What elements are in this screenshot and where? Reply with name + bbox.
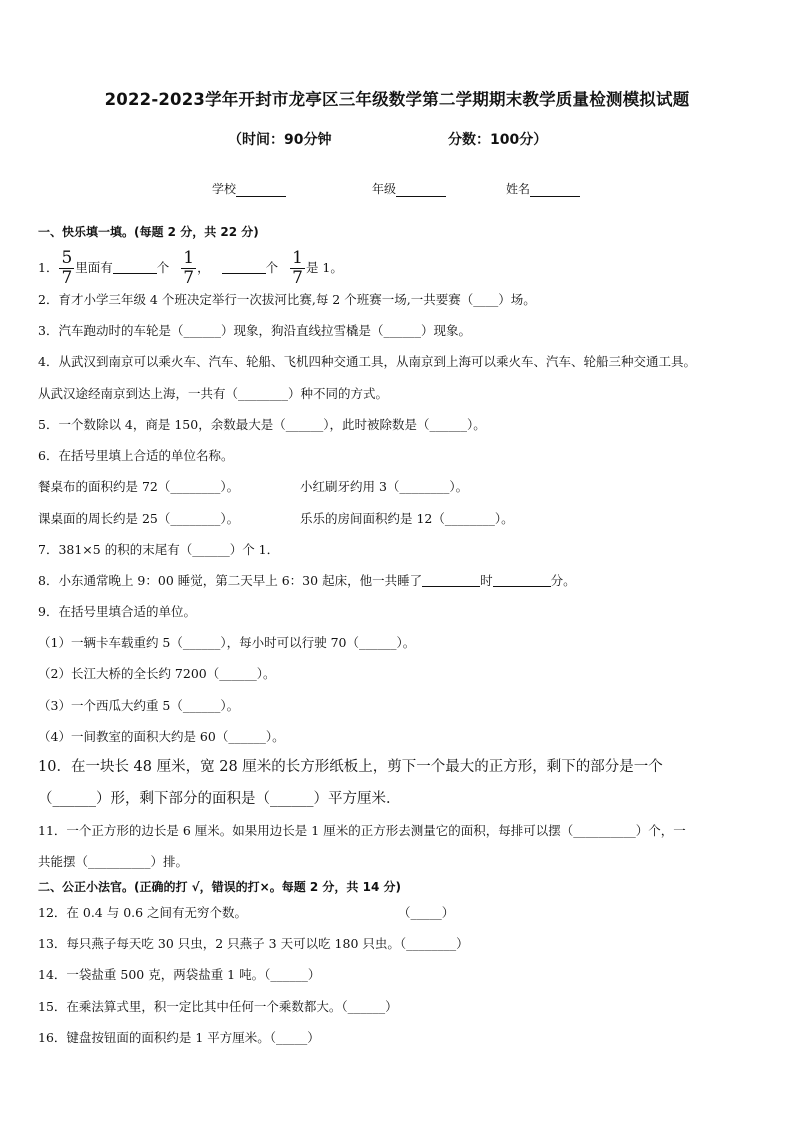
fraction-denominator: 7 — [292, 268, 303, 288]
question-6: 6．在括号里填上合适的单位名称。 — [38, 448, 234, 463]
q1-number: 1． — [38, 260, 59, 275]
question-4-line-2: 从武汉途经南京到达上海，一共有（________）种不同的方式。 — [38, 386, 389, 401]
question-10-line-1: 10．在一块长 48 厘米，宽 28 厘米的长方形纸板上，剪下一个最大的正方形，剩下的部分是一个 — [38, 759, 663, 775]
question-7: 7．381×5 的积的末尾有（______）个 1． — [38, 542, 280, 557]
name-blank[interactable] — [530, 184, 580, 197]
question-2: 2．育才小学三年级 4 个班决定举行一次拔河比赛,每 2 个班赛一场,一共要赛（____）场。 — [38, 292, 536, 307]
question-5: 5．一个数除以 4，商是 150，余数最大是（______），此时被除数是（______）。 — [38, 417, 486, 432]
section-2-heading: 二、公正小法官。(正确的打 √，错误的打×。每题 2 分，共 14 分) — [38, 880, 401, 894]
q8-text-3: 分。 — [550, 573, 576, 588]
question-9-1: （1）一辆卡车载重约 5（______），每小时可以行驶 70（______）。 — [38, 635, 416, 650]
fraction-5-7 — [59, 250, 74, 287]
score-label: 分数：100分） — [448, 132, 548, 148]
q1-text-4: 个 — [265, 260, 279, 275]
q1-blank-2[interactable] — [222, 260, 266, 274]
fraction-denominator: 7 — [61, 268, 73, 288]
question-3: 3．汽车跑动时的车轮是（______）现象，狗沿直线拉雪橇是（______）现象。 — [38, 323, 471, 338]
question-13: 13．每只燕子每天吃 30 只虫，2 只燕子 3 天可以吃 180 只虫。（________） — [38, 936, 469, 951]
fraction-numerator: 1 — [183, 248, 195, 268]
fraction-1-7-b — [290, 250, 305, 287]
fraction-numerator: 5 — [61, 248, 73, 268]
school-field[interactable] — [212, 180, 286, 197]
question-9-2: （2）长江大桥的全长约 7200（______）。 — [38, 666, 276, 681]
question-6c: 课桌面的周长约是 25（________）。 — [38, 511, 240, 526]
q1-text-5: 是 1。 — [305, 260, 343, 275]
grade-label: 年级 — [372, 182, 397, 196]
section-1-heading: 一、快乐填一填。(每题 2 分，共 22 分) — [38, 225, 259, 239]
question-9: 9．在括号里填合适的单位。 — [38, 604, 196, 619]
question-6b: 小红刷牙约用 3（________）。 — [300, 479, 469, 494]
question-9-3: （3）一个西瓜大约重 5（______）。 — [38, 698, 240, 713]
q1-blank-1[interactable] — [113, 260, 157, 274]
name-label: 姓名 — [506, 182, 531, 196]
question-6d: 乐乐的房间面积约是 12（________）。 — [300, 511, 514, 526]
q1-text-2: 个 — [156, 260, 170, 275]
school-label: 学校 — [212, 182, 237, 196]
question-8 — [38, 571, 576, 591]
grade-blank[interactable] — [396, 184, 446, 197]
question-6a: 餐桌布的面积约是 72（________）。 — [38, 479, 240, 494]
question-10-line-2: （______）形，剩下部分的面积是（______）平方厘米． — [38, 791, 401, 807]
fraction-1-7 — [181, 250, 196, 287]
q8-text-1: 8．小东通常晚上 9：00 睡觉，第二天早上 6：30 起床，他一共睡了 — [38, 573, 423, 588]
question-15: 15．在乘法算式里，积一定比其中任何一个乘数都大。（______） — [38, 999, 398, 1014]
question-9-4: （4）一间教室的面积大约是 60（______）。 — [38, 729, 285, 744]
question-1 — [38, 250, 343, 287]
question-11-line-2: 共能摆（__________）排。 — [38, 854, 189, 869]
q1-text-3: ， — [197, 260, 210, 275]
question-12: 12．在 0.4 与 0.6 之间有无穷个数。 — [38, 905, 248, 920]
question-16: 16．键盘按钮面的面积约是 1 平方厘米。（_____） — [38, 1030, 320, 1045]
question-4-line-1: 4．从武汉到南京可以乘火车、汽车、轮船、飞机四种交通工具，从南京到上海可以乘火车、汽车、轮船三种交通工具。 — [38, 354, 696, 369]
student-info — [0, 180, 794, 200]
q8-text-2: 时 — [480, 573, 493, 588]
name-field[interactable] — [506, 180, 580, 197]
question-11-line-1: 11．一个正方形的边长是 6 厘米。如果用边长是 1 厘米的正方形去测量它的面积，每排可以摆（__________）个，一 — [38, 823, 686, 838]
q1-text-1: 里面有 — [75, 260, 113, 275]
q8-hours-blank[interactable] — [422, 573, 480, 587]
q8-minutes-blank[interactable] — [493, 573, 551, 587]
school-blank[interactable] — [236, 184, 286, 197]
grade-field[interactable] — [372, 180, 446, 197]
fraction-numerator: 1 — [292, 248, 303, 268]
question-12-answer[interactable]: （_____） — [398, 905, 455, 920]
page-title: 2022-2023学年开封市龙亭区三年级数学第二学期期末教学质量检测模拟试题 — [104, 90, 690, 109]
fraction-denominator: 7 — [183, 268, 195, 288]
time-label: （时间：90分钟 — [228, 132, 332, 148]
question-14: 14．一袋盐重 500 克，两袋盐重 1 吨。（______） — [38, 967, 321, 982]
